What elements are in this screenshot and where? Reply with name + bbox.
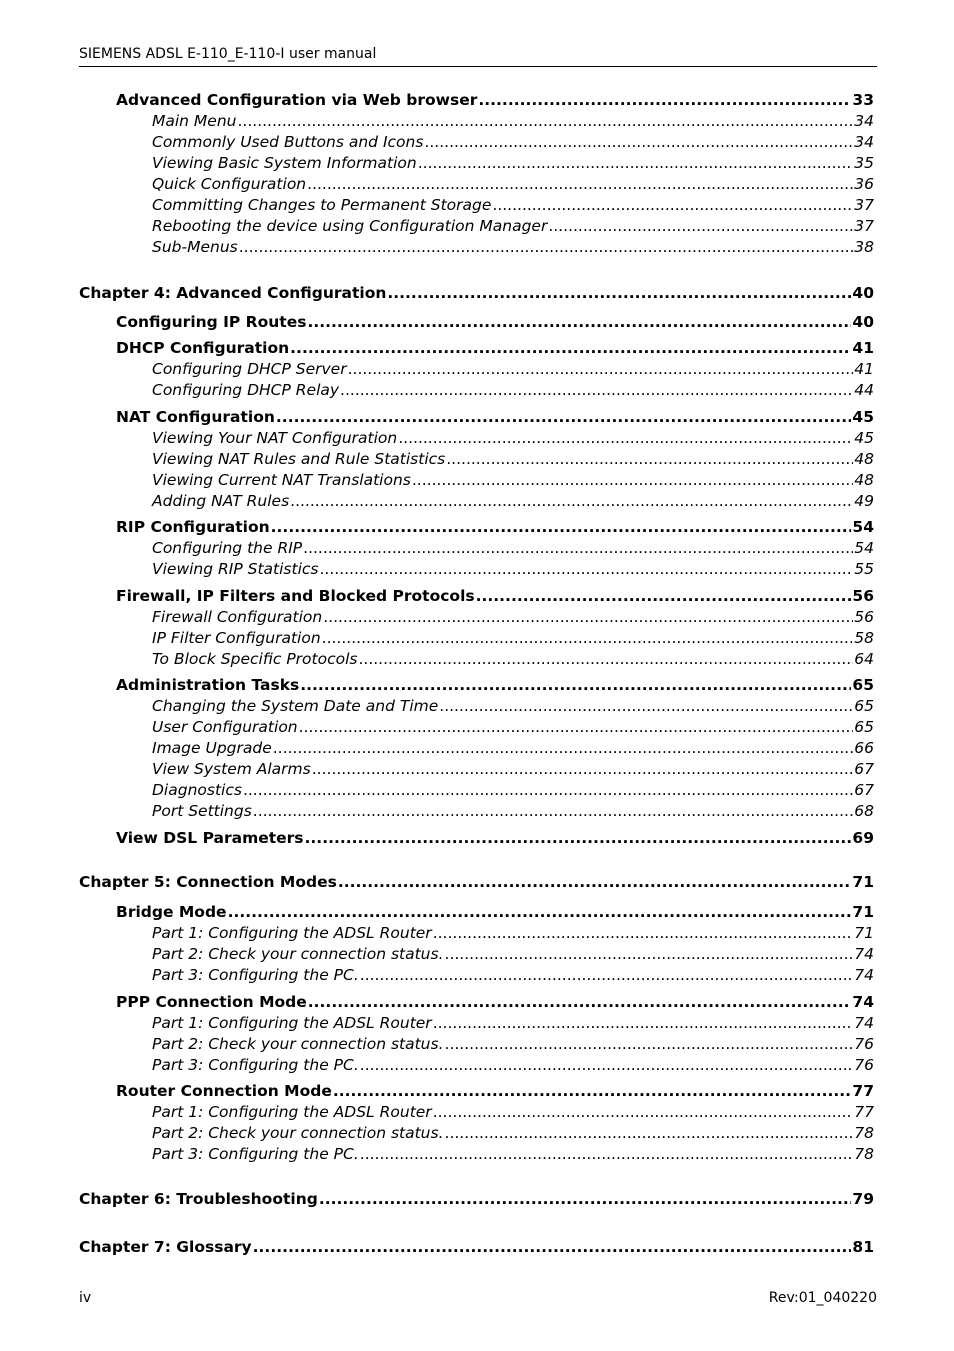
- toc-entry-title: NAT Configuration: [116, 408, 275, 426]
- toc-entry[interactable]: [152, 649, 874, 670]
- toc-dot-leader: [273, 738, 854, 759]
- toc-entry[interactable]: [152, 428, 874, 449]
- toc-entry[interactable]: [116, 828, 874, 849]
- toc-entry-page: 49: [854, 492, 874, 510]
- toc-entry[interactable]: [116, 992, 874, 1013]
- toc-entry-page: 71: [852, 873, 874, 891]
- toc-dot-leader: [253, 801, 853, 822]
- toc-entry-title: Quick Configuration: [152, 175, 307, 193]
- toc-entry[interactable]: [116, 902, 874, 923]
- toc-entry-page: 74: [854, 1014, 874, 1032]
- toc-entry-title: To Block Specific Protocols: [152, 650, 358, 668]
- toc-entry-page: 37: [854, 217, 874, 235]
- toc-dot-leader: [445, 1123, 854, 1144]
- toc-entry[interactable]: [152, 195, 874, 216]
- toc-dot-leader: [305, 828, 852, 849]
- toc-entry-page: 65: [852, 676, 874, 694]
- toc-dot-leader: [433, 1102, 854, 1123]
- toc-dot-leader: [323, 607, 853, 628]
- toc-dot-leader: [387, 283, 851, 304]
- toc-entry[interactable]: [116, 407, 874, 428]
- toc-entry-title: Part 2: Check your connection status.: [152, 1124, 444, 1142]
- toc-entry-page: 44: [854, 381, 874, 399]
- toc-dot-leader: [398, 428, 853, 449]
- toc-entry-title: Part 3: Configuring the PC.: [152, 1145, 359, 1163]
- toc-entry-page: 41: [854, 360, 874, 378]
- toc-entry[interactable]: [116, 586, 874, 607]
- toc-entry-title: Chapter 5: Connection Modes: [79, 873, 337, 891]
- toc-dot-leader: [300, 675, 851, 696]
- toc-entry[interactable]: [152, 696, 874, 717]
- toc-entry-title: Port Settings: [152, 802, 252, 820]
- toc-dot-leader: [445, 944, 854, 965]
- toc-entry-title: Adding NAT Rules: [152, 492, 290, 510]
- toc-entry[interactable]: [152, 380, 874, 401]
- toc-entry-page: 54: [852, 518, 874, 536]
- toc-entry-title: User Configuration: [152, 718, 298, 736]
- toc-entry-title: Chapter 4: Advanced Configuration: [79, 284, 387, 302]
- toc-dot-leader: [439, 696, 853, 717]
- toc-dot-leader: [418, 153, 854, 174]
- toc-dot-leader: [307, 312, 851, 333]
- toc-entry-page: 48: [854, 450, 874, 468]
- toc-entry[interactable]: [152, 944, 874, 965]
- toc-entry-page: 56: [852, 587, 874, 605]
- toc-dot-leader: [319, 1189, 852, 1210]
- toc-entry-page: 78: [854, 1145, 874, 1163]
- toc-entry-page: 76: [854, 1035, 874, 1053]
- toc-entry-page: 65: [854, 697, 874, 715]
- toc-entry-page: 79: [852, 1190, 874, 1208]
- toc-entry-page: 38: [854, 238, 874, 256]
- toc-entry-title: RIP Configuration: [116, 518, 270, 536]
- header-title: SIEMENS ADSL E-110_E-110-I user manual: [79, 46, 377, 62]
- toc-entry[interactable]: [116, 312, 874, 333]
- toc-entry-page: 64: [854, 650, 874, 668]
- toc-entry-title: Viewing Your NAT Configuration: [152, 429, 398, 447]
- toc-entry-title: Viewing Basic System Information: [152, 154, 417, 172]
- toc-entry-title: IP Filter Configuration: [152, 629, 321, 647]
- toc-dot-leader: [303, 538, 853, 559]
- toc-entry[interactable]: [116, 338, 874, 359]
- toc-entry-title: Viewing NAT Rules and Rule Statistics: [152, 450, 446, 468]
- toc-dot-leader: [476, 586, 852, 607]
- toc-entry-page: 34: [854, 112, 874, 130]
- toc-dot-leader: [312, 759, 854, 780]
- toc-entry[interactable]: [152, 738, 874, 759]
- toc-dot-leader: [358, 649, 853, 670]
- toc-entry-page: 56: [854, 608, 874, 626]
- toc-entry[interactable]: [116, 90, 874, 111]
- toc-entry-page: 48: [854, 471, 874, 489]
- toc-entry-title: Chapter 6: Troubleshooting: [79, 1190, 318, 1208]
- toc-dot-leader: [276, 407, 852, 428]
- toc-entry-page: 40: [852, 313, 874, 331]
- toc-dot-leader: [433, 923, 854, 944]
- toc-entry[interactable]: [152, 1123, 874, 1144]
- toc-entry-title: Bridge Mode: [116, 903, 227, 921]
- toc-entry[interactable]: [79, 1237, 874, 1258]
- toc-entry[interactable]: [152, 491, 874, 512]
- toc-entry[interactable]: [152, 628, 874, 649]
- toc-entry[interactable]: [116, 517, 874, 538]
- toc-dot-leader: [478, 90, 851, 111]
- toc-entry-title: Image Upgrade: [152, 739, 272, 757]
- toc-entry-page: 34: [854, 133, 874, 151]
- toc-dot-leader: [492, 195, 853, 216]
- toc-entry[interactable]: [152, 923, 874, 944]
- toc-entry-title: Viewing Current NAT Translations: [152, 471, 411, 489]
- toc-entry-page: 77: [854, 1103, 874, 1121]
- toc-dot-leader: [307, 174, 853, 195]
- toc-entry-page: 77: [852, 1082, 874, 1100]
- toc-entry-title: Part 3: Configuring the PC.: [152, 1056, 359, 1074]
- toc-entry-page: 41: [852, 339, 874, 357]
- toc-dot-leader: [433, 1013, 854, 1034]
- toc-entry[interactable]: [152, 1034, 874, 1055]
- toc-entry-page: 74: [854, 945, 874, 963]
- toc-dot-leader: [271, 517, 852, 538]
- toc-entry-page: 68: [854, 802, 874, 820]
- toc-entry-title: Configuring the RIP: [152, 539, 303, 557]
- toc-dot-leader: [338, 872, 852, 893]
- toc-entry-title: Chapter 7: Glossary: [79, 1238, 252, 1256]
- toc-entry[interactable]: [152, 1055, 874, 1076]
- toc-entry[interactable]: [152, 759, 874, 780]
- toc-entry-page: 45: [854, 429, 874, 447]
- toc-dot-leader: [238, 111, 854, 132]
- toc-entry[interactable]: [152, 174, 874, 195]
- toc-entry[interactable]: [152, 801, 874, 822]
- toc-entry[interactable]: [152, 965, 874, 986]
- footer-revision: Rev:01_040220: [768, 1290, 877, 1306]
- toc-entry-page: 33: [852, 91, 874, 109]
- toc-dot-leader: [548, 216, 853, 237]
- toc-entry-title: Diagnostics: [152, 781, 242, 799]
- toc-dot-leader: [299, 717, 854, 738]
- toc-entry-page: 71: [854, 924, 874, 942]
- toc-entry-page: 65: [854, 718, 874, 736]
- toc-entry-page: 54: [854, 539, 874, 557]
- toc-entry-page: 69: [852, 829, 874, 847]
- toc-dot-leader: [253, 1237, 852, 1258]
- toc-dot-leader: [333, 1081, 852, 1102]
- toc-entry[interactable]: [79, 283, 874, 304]
- toc-entry-title: View DSL Parameters: [116, 829, 304, 847]
- toc-dot-leader: [320, 559, 854, 580]
- toc-entry-title: PPP Connection Mode: [116, 993, 307, 1011]
- toc-entry-title: Part 1: Configuring the ADSL Router: [152, 1014, 432, 1032]
- toc-entry[interactable]: [152, 1102, 874, 1123]
- toc-entry[interactable]: [152, 717, 874, 738]
- toc-entry[interactable]: [152, 237, 874, 258]
- toc-entry-title: Administration Tasks: [116, 676, 300, 694]
- toc-entry[interactable]: [152, 132, 874, 153]
- toc-entry-title: Firewall Configuration: [152, 608, 323, 626]
- toc-entry[interactable]: [152, 216, 874, 237]
- toc-entry-title: View System Alarms: [152, 760, 311, 778]
- toc-entry-title: Configuring IP Routes: [116, 313, 307, 331]
- toc-dot-leader: [322, 628, 854, 649]
- toc-entry[interactable]: [152, 449, 874, 470]
- toc-entry-page: 36: [854, 175, 874, 193]
- toc-dot-leader: [239, 237, 854, 258]
- toc-dot-leader: [290, 338, 851, 359]
- toc-entry-title: Part 2: Check your connection status.: [152, 945, 444, 963]
- footer-page-number: iv: [79, 1290, 92, 1306]
- toc-entry-title: DHCP Configuration: [116, 339, 290, 357]
- toc-dot-leader: [412, 470, 853, 491]
- toc-entry[interactable]: [116, 675, 874, 696]
- toc-entry-page: 37: [854, 196, 874, 214]
- toc-entry-page: 67: [854, 781, 874, 799]
- toc-entry-title: Part 2: Check your connection status.: [152, 1035, 444, 1053]
- toc-entry[interactable]: [152, 559, 874, 580]
- toc-entry-page: 58: [854, 629, 874, 647]
- toc-entry[interactable]: [152, 1144, 874, 1165]
- toc-entry-title: Part 1: Configuring the ADSL Router: [152, 1103, 432, 1121]
- toc-dot-leader: [445, 1034, 854, 1055]
- toc-entry[interactable]: [152, 111, 874, 132]
- toc-entry-title: Rebooting the device using Configuration Manager: [152, 217, 548, 235]
- toc-entry-page: 81: [852, 1238, 874, 1256]
- toc-dot-leader: [424, 132, 853, 153]
- toc-entry-page: 67: [854, 760, 874, 778]
- toc-entry[interactable]: [152, 538, 874, 559]
- toc-entry-title: Main Menu: [152, 112, 237, 130]
- toc-dot-leader: [243, 780, 853, 801]
- toc-dot-leader: [446, 449, 853, 470]
- toc-entry-title: Committing Changes to Permanent Storage: [152, 196, 492, 214]
- toc-entry-page: 74: [854, 966, 874, 984]
- toc-entry-title: Part 3: Configuring the PC.: [152, 966, 359, 984]
- toc-entry-page: 76: [854, 1056, 874, 1074]
- toc-entry-page: 35: [854, 154, 874, 172]
- toc-entry-title: Advanced Configuration via Web browser: [116, 91, 478, 109]
- toc-dot-leader: [340, 380, 853, 401]
- toc-entry[interactable]: [79, 1189, 874, 1210]
- toc-entry-title: Configuring DHCP Relay: [152, 381, 340, 399]
- toc-entry-page: 74: [852, 993, 874, 1011]
- toc-entry[interactable]: [79, 872, 874, 893]
- toc-entry-title: Commonly Used Buttons and Icons: [152, 133, 424, 151]
- toc-entry-page: 55: [854, 560, 874, 578]
- toc-entry-title: Sub-Menus: [152, 238, 238, 256]
- toc-entry-title: Configuring DHCP Server: [152, 360, 347, 378]
- toc-dot-leader: [308, 992, 852, 1013]
- toc-entry[interactable]: [152, 1013, 874, 1034]
- toc-entry[interactable]: [152, 780, 874, 801]
- toc-entry-title: Part 1: Configuring the ADSL Router: [152, 924, 432, 942]
- toc-entry[interactable]: [116, 1081, 874, 1102]
- toc-entry-title: Router Connection Mode: [116, 1082, 332, 1100]
- toc-entry[interactable]: [152, 153, 874, 174]
- toc-entry-title: Firewall, IP Filters and Blocked Protocols: [116, 587, 475, 605]
- toc-dot-leader: [348, 359, 854, 380]
- toc-dot-leader: [360, 965, 853, 986]
- toc-entry[interactable]: [152, 607, 874, 628]
- toc-dot-leader: [360, 1055, 853, 1076]
- toc-entry[interactable]: [152, 359, 874, 380]
- toc-entry-title: Changing the System Date and Time: [152, 697, 439, 715]
- toc-entry-page: 66: [854, 739, 874, 757]
- toc-entry-page: 40: [852, 284, 874, 302]
- toc-dot-leader: [360, 1144, 853, 1165]
- toc-entry-page: 78: [854, 1124, 874, 1142]
- toc-entry[interactable]: [152, 470, 874, 491]
- toc-dot-leader: [290, 491, 853, 512]
- toc-entry-page: 45: [852, 408, 874, 426]
- toc-entry-title: Viewing RIP Statistics: [152, 560, 319, 578]
- toc-entry-page: 71: [852, 903, 874, 921]
- toc-dot-leader: [228, 902, 852, 923]
- running-header: [79, 46, 877, 67]
